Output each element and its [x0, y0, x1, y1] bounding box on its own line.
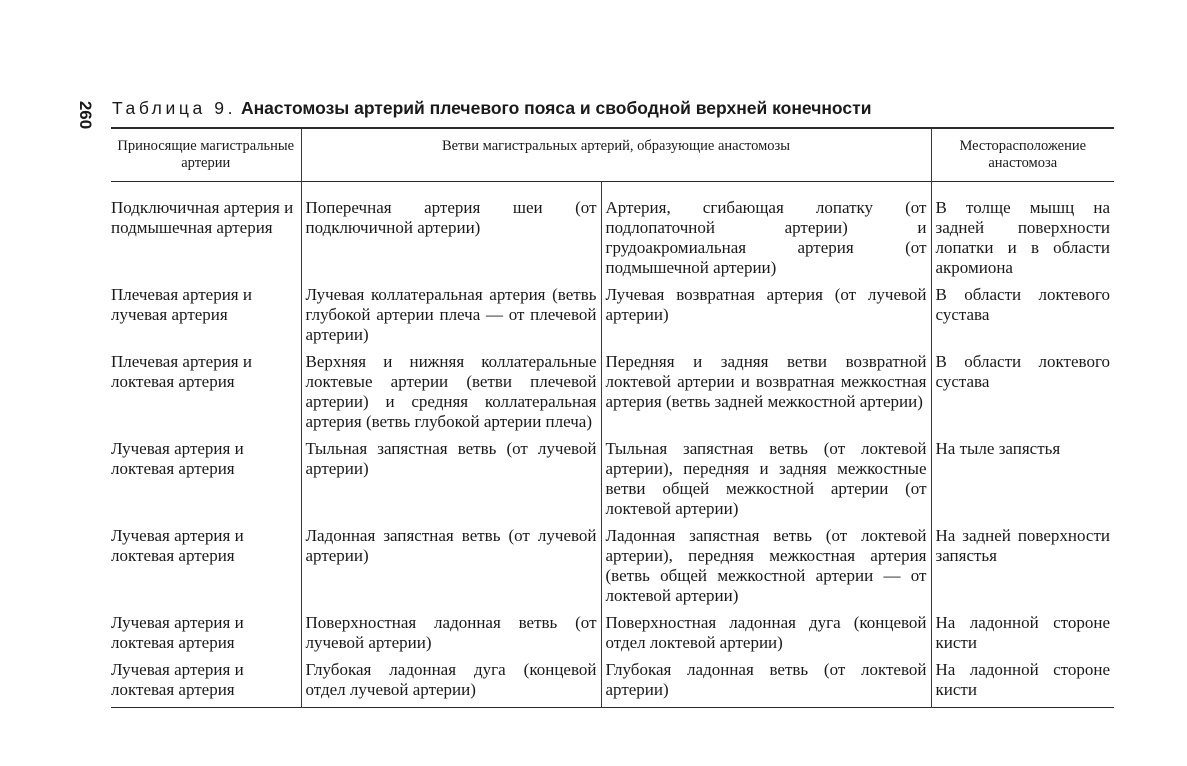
header-row — [111, 128, 1114, 182]
cell-location: В области локтевого сустава — [931, 352, 1114, 439]
table-title — [112, 96, 871, 120]
cell-branch-1: Тыльная запястная ветвь (от лучевой артерии) — [301, 439, 601, 526]
table-row — [111, 660, 1114, 708]
header-branches: Ветви магистральных артерий, образующие анастомозы — [301, 128, 931, 182]
cell-branch-2: Лучевая возвратная артерия (от лучевой артерии) — [601, 285, 931, 352]
cell-arteries: Плечевая артерия и лучевая артерия — [111, 285, 252, 324]
cell-arteries: Лучевая артерия и локтевая артерия — [111, 526, 244, 565]
cell-location: На ладонной стороне кисти — [931, 613, 1114, 660]
cell-arteries: Лучевая артерия и локтевая артерия — [111, 660, 244, 699]
header-location: Месторасположение анастомоза — [931, 128, 1114, 182]
table-row — [111, 526, 1114, 613]
cell-location: На задней поверхности запястья — [931, 526, 1114, 613]
table-row — [111, 352, 1114, 439]
cell-branch-1: Поверхностная ладонная ветвь (от лучевой артерии) — [301, 613, 601, 660]
cell-branch-2: Ладонная запястная ветвь (от локтевой артерии), передняя межкостная артерия (ветвь общей межкостной артерии — от локтевой артерии) — [601, 526, 931, 613]
cell-branch-1: Поперечная артерия шеи (от подключичной артерии) — [301, 182, 601, 286]
table-header — [111, 128, 1114, 182]
table-row — [111, 285, 1114, 352]
cell-location: На ладонной стороне кисти — [931, 660, 1114, 708]
cell-branch-1: Лучевая коллатеральная артерия (ветвь глубокой артерии плеча — от плечевой артерии) — [301, 285, 601, 352]
table-row — [111, 439, 1114, 526]
cell-branch-2: Поверхностная ладонная дуга (концевой отдел локтевой артерии) — [601, 613, 931, 660]
cell-arteries: Плечевая артерия и локтевая артерия — [111, 352, 252, 391]
header-arteries: Приносящие магистральные артерии — [117, 138, 295, 171]
anastomoses-table — [111, 127, 1114, 708]
cell-branch-1: Глубокая ладонная дуга (концевой отдел лучевой артерии) — [301, 660, 601, 708]
table-row — [111, 613, 1114, 660]
table-title-prefix: Таблица 9. — [112, 98, 237, 118]
cell-branch-1: Ладонная запястная ветвь (от лучевой артерии) — [301, 526, 601, 613]
cell-branch-2: Глубокая ладонная ветвь (от локтевой артерии) — [601, 660, 931, 708]
cell-arteries: Подключичная артерия и подмышечная артерия — [111, 198, 294, 237]
cell-location: В толще мышц на задней поверхности лопатки и в области акромиона — [931, 182, 1114, 286]
table-title-main: Анастомозы артерий плечевого пояса и свободной верхней конечности — [240, 98, 872, 118]
cell-arteries: Лучевая артерия и локтевая артерия — [111, 439, 244, 478]
cell-branch-2: Артерия, сгибающая лопатку (от подлопаточной артерии) и грудоакромиальная артерия (от подмышечной артерии) — [601, 182, 931, 286]
cell-arteries: Лучевая артерия и локтевая артерия — [111, 613, 244, 652]
cell-branch-2: Передняя и задняя ветви возвратной локтевой артерии и возвратная межкостная артерия (ветвь задней межкостной артерии) — [601, 352, 931, 439]
cell-location: На тыле запястья — [931, 439, 1114, 526]
cell-location: В области локтевого сустава — [931, 285, 1114, 352]
table-body — [111, 182, 1114, 708]
cell-branch-1: Верхняя и нижняя коллатеральные локтевые артерии (ветви плечевой артерии) и средняя коллатеральная артерия (ветвь глубокой артерии плеча) — [301, 352, 601, 439]
table-row — [111, 182, 1114, 286]
cell-branch-2: Тыльная запястная ветвь (от локтевой артерии), передняя и задняя межкостные ветви общей межкостной артерии (от локтевой артерии) — [601, 439, 931, 526]
page-number: 260 — [76, 100, 95, 130]
